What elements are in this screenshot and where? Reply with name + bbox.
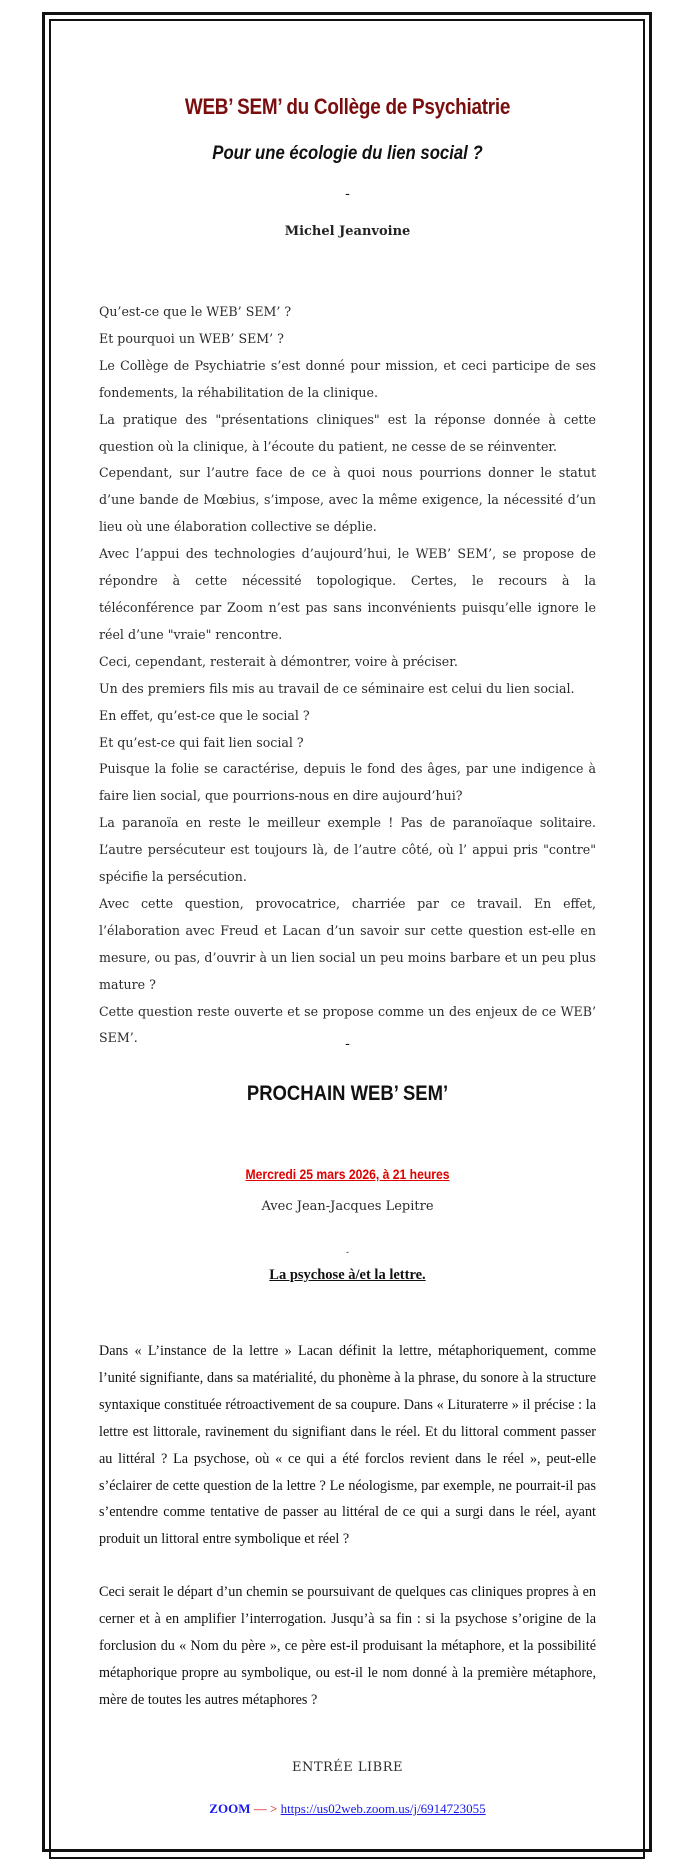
entry-notice: ENTRÉE LIBRE xyxy=(291,1760,404,1775)
intro-paragraph: Avec l’appui des technologies d’aujourd’hui, le WEB’ SEM’, se propose de répondre à cette nécessité topologique. Certes, le recours à la téléconférence par Zoom n’est pas sans inconvénients puisqu’elle ignore le réel d’une "vraie" rencontre. xyxy=(99,546,596,642)
intro-paragraph: Qu’est-ce que le WEB’ SEM’ ? xyxy=(99,304,292,319)
intro-paragraph: Cependant, sur l’autre face de ce à quoi nous pourrions donner le statut d’une bande de Mœbius, s’impose, avec la même exigence, la nécessité d’un lieu où une élaboration collective se déplie. xyxy=(99,465,596,535)
intro-paragraph: En effet, qu’est-ce que le social ? xyxy=(99,707,310,723)
zoom-link[interactable]: https://us02web.zoom.us/j/6914723055 xyxy=(280,1801,486,1816)
intro-text xyxy=(99,299,596,1052)
session-paragraph: Ceci serait le départ d’un chemin se poursuivant de quelques cas cliniques propres à en cerner et à en amplifier l’interrogation. Jusqu’à sa fin : si la psychose s’origine de la forclusion du « Nom du père », ce père est-il produisant la métaphore, et la possibilité métaphorique propre au symbolique, ou est-il le nom donné à la première métaphore, mère de toutes les autres métaphores ? xyxy=(99,1584,596,1708)
next-session-heading: PROCHAIN WEB’ SEM’ xyxy=(246,1082,449,1105)
intro-paragraph: Et qu’est-ce qui fait lien social ? xyxy=(99,734,304,750)
intro-paragraph: Puisque la folie se caractérise, depuis le fond des âges, par une indigence à faire lien social, que pourrions-nous en dire aujourd’hui? xyxy=(99,761,596,804)
intro-paragraph: La pratique des "présentations cliniques" est la réponse donnée à cette question où la clinique, à l’écoute du patient, ne cesse de se réinventer. xyxy=(99,411,596,454)
author-name: Michel Jeanvoine xyxy=(284,224,411,239)
session-guest: Avec Jean-Jacques Lepitre xyxy=(261,1199,434,1214)
separator: - xyxy=(345,186,350,202)
session-paragraph: Dans « L’instance de la lettre » Lacan définit la lettre, métaphoriquement, comme l’unité signifiante, dans sa matérialité, du phonème à la phrase, du sonore à la structure syntaxique constituée rétroactivement de sa coupure. Dans « Lituraterre » il précise : la lettre est littorale, ravinement du signifiant dans le réel. Et du littoral comment passer au littéral ? La psychose, où « ce qui a été forclos revient dans le réel », peut-elle s’éclairer de cette question de la lettre ? Le néologisme, par exemple, ne pourrait-il pas s’entendre comme tentative de passer au littéral de ce qui a surgi dans le réel, ayant produit un littoral entre symbolique et réel ? xyxy=(99,1343,596,1548)
intro-paragraph: Et pourquoi un WEB’ SEM’ ? xyxy=(99,330,284,346)
talk-title: La psychose à/et la lettre. xyxy=(269,1267,426,1283)
page-subtitle: Pour une écologie du lien social ? xyxy=(212,143,483,164)
arrow-icon: — > xyxy=(253,1801,278,1816)
zoom-label: ZOOM xyxy=(209,1801,251,1816)
page-title: WEB’ SEM’ du Collège de Psychiatrie xyxy=(184,94,511,119)
intro-paragraph: Avec cette question, provocatrice, charriée par ce travail. En effet, l’élaboration avec Freud et Lacan d’un savoir sur cette question est-elle en mesure, ou pas, d’ouvrir à un lien social un peu moins barbare et un peu plus mature ? xyxy=(99,895,596,992)
separator: - xyxy=(345,1036,350,1052)
intro-paragraph: Le Collège de Psychiatrie s’est donné pour mission, et ceci participe de ses fondements, la réhabilitation de la clinique. xyxy=(99,357,596,400)
intro-paragraph: Cette question reste ouverte et se propose comme un des enjeux de ce WEB’ SEM’. xyxy=(99,1003,596,1046)
session-date: Mercredi 25 mars 2026, à 21 heures xyxy=(245,1167,450,1182)
intro-paragraph: Un des premiers fils mis au travail de ce séminaire est celui du lien social. xyxy=(99,680,575,696)
small-separator: - xyxy=(345,1248,350,1258)
intro-paragraph: La paranoïa en reste le meilleur exemple ! Pas de paranoïaque solitaire. L’autre persécuteur est toujours là, de l’autre côté, où l’ appui pris "contre" spécifie la persécution. xyxy=(99,815,596,885)
intro-paragraph: Ceci, cependant, resterait à démontrer, voire à préciser. xyxy=(99,653,458,669)
zoom-line xyxy=(99,1801,596,1817)
